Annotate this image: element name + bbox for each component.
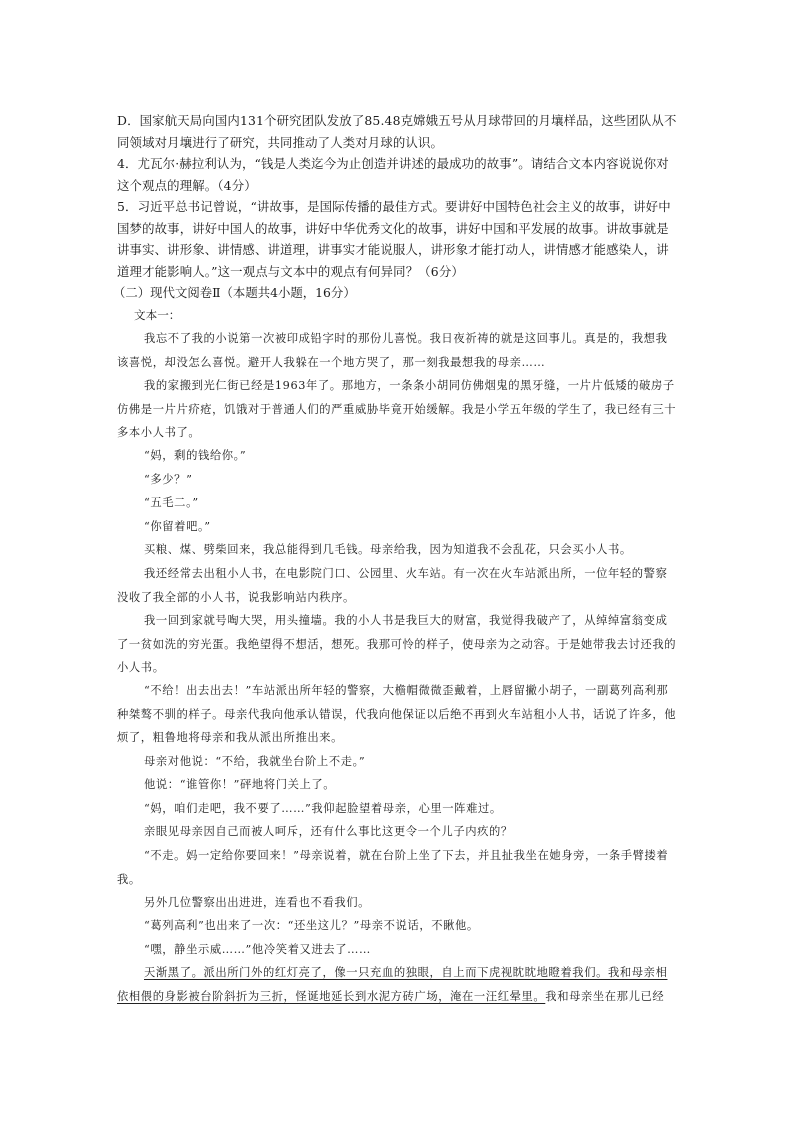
underlined-sentence: 天渐黑了。派出所门外的红灯亮了，像一只充血的独眼，自上而下虎视眈眈地瞪着我们。我和母亲相依相偎的身影被台阶斜折为三折，怪诞地延长到水泥方砖广场，淹在一汪红晕里。: [117, 966, 668, 1003]
paragraph: 他说：“谁管你！”砰地将门关上了。: [144, 778, 336, 791]
paragraph: 买粮、煤、劈柴回来，我总能得到几毛钱。母亲给我，因为知道我不会乱花，只会买小人书。: [144, 543, 632, 556]
question-4: 4．尤瓦尔·赫拉利认为，“钱是人类迄今为止创造并讲述的最成功的故事”。请结合文本内容说说你对这个观点的理解。（4分）: [117, 156, 669, 193]
text-one-label: 文本一：: [134, 308, 181, 322]
dialogue-line: “五毛二。”: [144, 496, 199, 509]
paragraph: 我一回到家就号啕大哭，用头撞墙。我的小人书是我巨大的财富，我觉得我破产了，从绰绰富翁变成了一贫如洗的穷光蛋。我绝望得不想活，想死。我那可怜的样子，使母亲为之动容。于是她带我去讨还我的小人书。: [117, 614, 677, 674]
paragraph: “不走。妈一定给你要回来！”母亲说着，就在台阶上坐了下去，并且扯我坐在她身旁，一条手臂搂着我。: [117, 849, 669, 886]
paragraph: 我忘不了我的小说第一次被印成铅字时的那份儿喜悦。我日夜祈祷的就是这回事儿。真是的，我想我该喜悦，却没怎么喜悦。避开人我躲在一个地方哭了，那一刻我最想我的母亲……: [117, 332, 668, 369]
paragraph: “嘿，静坐示威……”他冷笑着又进去了……: [144, 943, 371, 956]
dialogue-line: “你留着吧。”: [144, 520, 211, 533]
paragraph: 母亲对他说：“不给，我就坐台阶上不走。”: [144, 755, 366, 768]
dialogue-line: “多少？”: [144, 473, 193, 486]
last-paragraph: [117, 961, 677, 1008]
paragraph: “妈，咱们走吧，我不要了……”我仰起脸望着母亲，心里一阵难过。: [144, 802, 502, 815]
paragraph: “不给！出去出去！”车站派出所年轻的警察，大檐帽微微歪戴着，上唇留撇小胡子，一副葛列高利那种桀骜不驯的样子。母亲代我向他承认错误，代我向他保证以后绝不再到火车站租小人书，话说了许多，他烦了，粗鲁地将母亲和我从派出所推出来。: [117, 684, 677, 744]
question-5: 5．习近平总书记曾说，“讲故事，是国际传播的最佳方式。要讲好中国特色社会主义的故事，讲好中国梦的故事，讲好中国人的故事，讲好中华优秀文化的故事，讲好中国和平发展的故事。讲故事就是讲事实、讲形象、讲情感、讲道理，讲事实才能说服人，讲形象才能打动人，讲情感才能感染人，讲道理才能影响人。”这一观点与文本中的观点有何异同？（6分）: [117, 199, 671, 279]
paragraph-continuation: 我和母亲坐在那儿已经: [545, 989, 665, 1003]
question-option-d: D．国家航天局向国内131个研究团队发放了85.48克嫦娥五号从月球带回的月壤样品，这些团队从不同领域对月壤进行了研究，共同推动了人类对月球的认识。: [117, 113, 677, 150]
paragraph: 另外几位警察出出进进，连看也不看我们。: [144, 896, 371, 909]
paragraph: 我还经常去出租小人书，在电影院门口、公园里、火车站。有一次在火车站派出所，一位年轻的警察没收了我全部的小人书，说我影响站内秩序。: [117, 567, 668, 604]
paragraph: 我的家搬到光仁街已经是1963年了。那地方，一条条小胡同仿佛烟鬼的黑牙缝，一片片低矮的破房子仿佛是一片片疥疮，饥饿对于普通人们的严重威胁毕竟开始缓解。我是小学五年级的学生了，我已经有三十多本小人书了。: [117, 379, 677, 439]
dialogue-line: “妈，剩的钱给你。”: [144, 449, 247, 462]
paragraph: “葛列高利”也出来了一次：“还坐这儿？”母亲不说话，不瞅他。: [144, 919, 479, 932]
paragraph: 亲眼见母亲因自己而被人呵斥，还有什么事比这更令一个儿子内疚的？: [144, 825, 513, 838]
section-title: （二）现代文阅卷Ⅱ（本题共4小题，16分）: [113, 285, 356, 300]
